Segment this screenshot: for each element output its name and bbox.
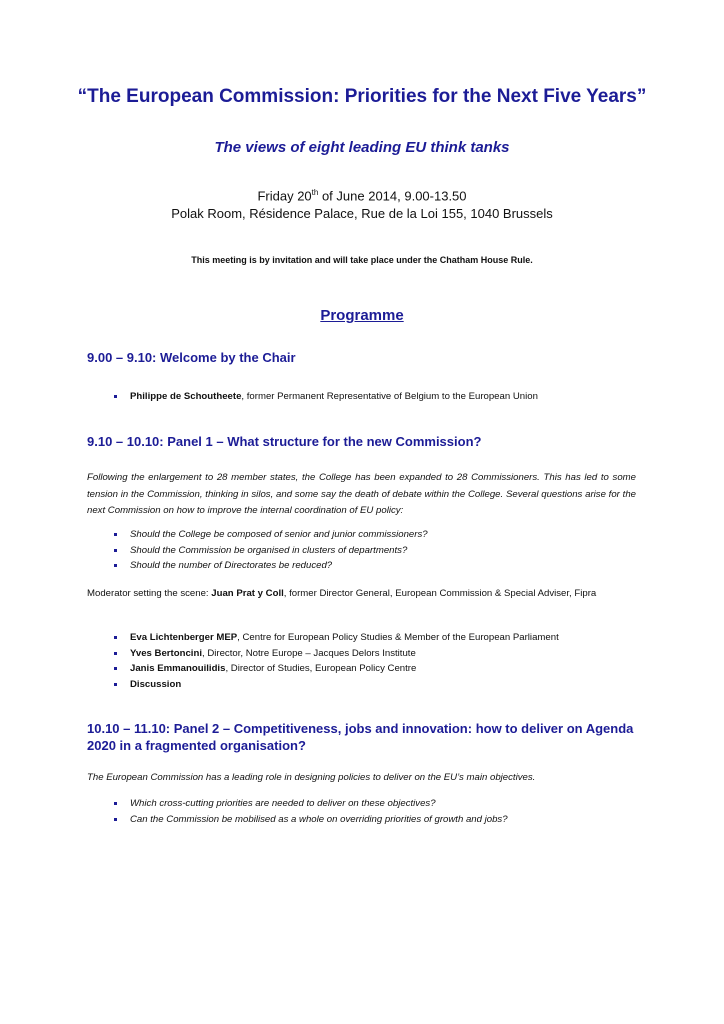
speaker-item [114, 661, 654, 677]
moderator-prefix: Moderator setting the scene: [87, 588, 212, 599]
question-item [114, 796, 654, 812]
event-venue: Polak Room, Résidence Palace, Rue de la Loi 155, 1040 Brussels [171, 206, 553, 221]
speaker-name: Eva Lichtenberger MEP [130, 632, 238, 643]
speaker-item [114, 646, 654, 662]
question-text: Can the Commission be mobilised as a whole on overriding priorities of growth and jobs? [130, 813, 508, 825]
moderator-role: , former Director General, European Commission & Special Adviser, Fipra [283, 588, 597, 599]
speaker-role: , Centre for European Policy Studies & Member of the European Parliament [237, 632, 559, 643]
section-heading-panel1: 9.10 – 10.10: Panel 1 – What structure for the new Commission? [87, 434, 482, 449]
question-text: Should the Commission be organised in clusters of departments? [130, 544, 408, 556]
speaker-item [114, 677, 654, 693]
document-title: “The European Commission: Priorities for the Next Five Years” [77, 86, 647, 107]
speaker-name: Yves Bertoncini [130, 647, 202, 659]
invitation-note: This meeting is by invitation and will take place under the Chatham House Rule. [191, 255, 533, 265]
document-subtitle: The views of eight leading EU think tanks [214, 139, 510, 156]
section-heading-panel2: 10.10 – 11.10: Panel 2 – Competitiveness, jobs and innovation: how to deliver on Agenda 2020 in a fragmented organisation? [87, 721, 634, 753]
question-item [114, 527, 654, 543]
panel1-moderator [87, 586, 636, 603]
panel1-speakers [114, 630, 654, 692]
speaker-role: , Director of Studies, European Policy Centre [225, 663, 417, 674]
section-heading-welcome: 9.00 – 9.10: Welcome by the Chair [87, 350, 296, 365]
bullet-icon [114, 683, 117, 686]
moderator-name: Juan Prat y Coll [211, 588, 284, 599]
speaker-item [114, 389, 654, 405]
panel2-questions [114, 796, 654, 827]
bullet-icon [114, 652, 117, 655]
date-day: Friday 20 [257, 188, 312, 204]
question-item [114, 558, 654, 574]
panel1-intro: Following the enlargement to 28 member states, the College has been expanded to 28 Commissioners. This has led to some tension in the Commission, thinking in silos, and some say the death of debate within the College. Several questions arise for the next Commission on how to improve the internal coordination of EU policy: [87, 472, 636, 516]
question-item [114, 543, 654, 559]
welcome-speakers [114, 389, 654, 405]
date-suffix: th [311, 188, 319, 197]
panel1-questions [114, 527, 654, 574]
panel2-intro: The European Commission has a leading role in designing policies to deliver on the EU’s main objectives. [87, 772, 536, 783]
bullet-icon [114, 636, 117, 639]
speaker-role: , former Permanent Representative of Belgium to the European Union [241, 391, 538, 402]
question-item [114, 812, 654, 828]
speaker-item [114, 630, 654, 646]
question-text: Which cross-cutting priorities are needed to deliver on these objectives? [130, 798, 436, 809]
bullet-icon [114, 395, 117, 398]
event-date [0, 188, 724, 203]
bullet-icon [114, 549, 117, 552]
bullet-icon [114, 802, 117, 805]
bullet-icon [114, 818, 117, 821]
speaker-name: Janis Emmanouilidis [130, 663, 226, 674]
discussion-label: Discussion [130, 678, 182, 690]
bullet-icon [114, 667, 117, 670]
question-text: Should the number of Directorates be reduced? [130, 560, 333, 571]
programme-heading: Programme [320, 307, 404, 324]
speaker-role: , Director, Notre Europe – Jacques Delors Institute [201, 647, 416, 659]
bullet-icon [114, 533, 117, 536]
speaker-name: Philippe de Schoutheete [130, 391, 242, 402]
date-rest: of June 2014, 9.00-13.50 [318, 188, 467, 204]
question-text: Should the College be composed of senior and junior commissioners? [130, 529, 428, 540]
bullet-icon [114, 564, 117, 567]
